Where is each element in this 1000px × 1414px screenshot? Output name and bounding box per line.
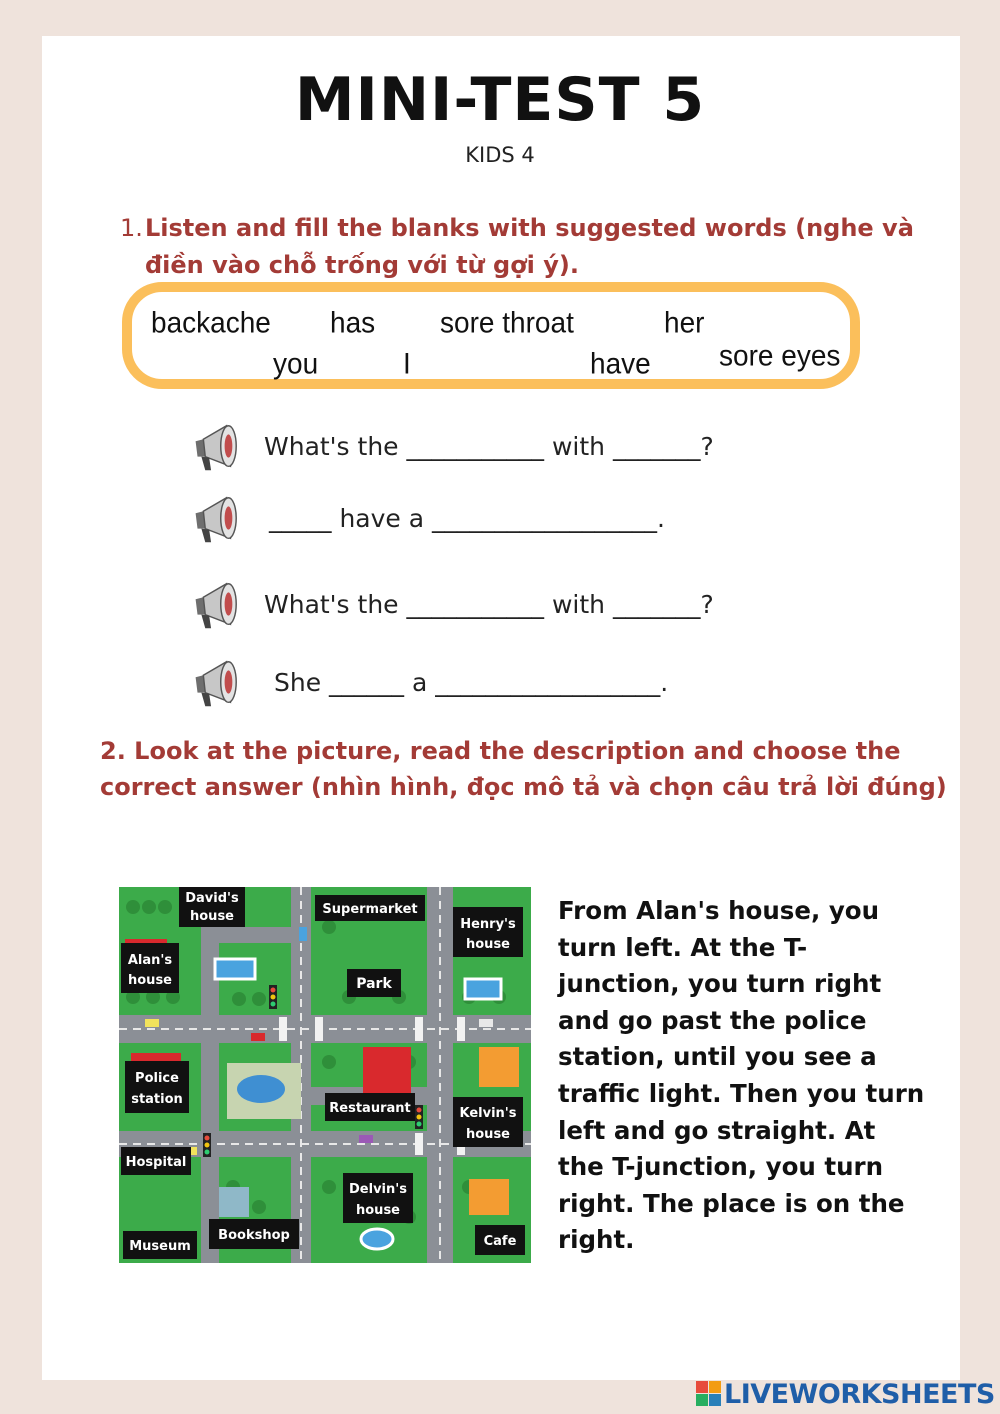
map-label-restaurant[interactable] — [325, 1093, 415, 1121]
svg-text:house: house — [128, 973, 172, 988]
svg-text:Park: Park — [356, 976, 392, 992]
svg-text:house: house — [190, 909, 234, 924]
svg-text:Supermarket: Supermarket — [322, 902, 418, 917]
route-description: From Alan's house, you turn left. At the T-junction, you turn right and go past the police station, until you see a traffic light. Then you turn left and go straight. At the T-junction, you turn right. The place is on the right. — [558, 896, 925, 1255]
svg-text:house: house — [356, 1203, 400, 1218]
svg-text:Police: Police — [135, 1071, 179, 1086]
liveworksheets-logo — [696, 1376, 995, 1412]
map-label-kelvins-house[interactable] — [453, 1097, 523, 1147]
word-bank-item[interactable]: have — [590, 347, 651, 380]
svg-text:Kelvin's: Kelvin's — [459, 1106, 517, 1121]
svg-text:Bookshop: Bookshop — [218, 1228, 290, 1243]
page-title: MINI-TEST 5 — [294, 65, 706, 135]
word-bank-item[interactable]: you — [273, 347, 319, 380]
map-label-museum[interactable] — [123, 1231, 197, 1259]
map-label-park[interactable] — [347, 969, 401, 997]
svg-text:Museum: Museum — [129, 1239, 191, 1254]
sentence-row — [184, 654, 784, 718]
word-bank-item[interactable]: sore throat — [440, 306, 574, 339]
svg-text:Hospital: Hospital — [125, 1155, 187, 1170]
map-label-hospital[interactable] — [121, 1147, 191, 1175]
map-label-bookshop[interactable] — [209, 1219, 299, 1249]
question-2-instruction: 2. Look at the picture, read the description and choose the correct answer (nhìn hình, đọc mô tả và chọn câu trả lời đúng) — [100, 737, 947, 801]
sentence-text[interactable]: What's the ___________ with _______? — [264, 590, 714, 619]
svg-text:Alan's: Alan's — [127, 953, 173, 968]
svg-text:Cafe: Cafe — [483, 1234, 517, 1249]
megaphone-icon[interactable] — [184, 576, 242, 634]
map-label-supermarket[interactable] — [315, 895, 425, 921]
svg-text:David's: David's — [185, 891, 239, 906]
map-label-cafe[interactable] — [475, 1225, 525, 1255]
sentence-row — [184, 576, 784, 640]
sentence-row — [184, 490, 784, 554]
sentence-text[interactable]: _____ have a __________________. — [269, 504, 665, 533]
question-1-number: 1. — [120, 214, 143, 242]
map-label-delvins-house[interactable] — [343, 1173, 413, 1223]
megaphone-icon[interactable] — [184, 490, 242, 548]
megaphone-icon[interactable] — [184, 418, 242, 476]
svg-text:house: house — [466, 1127, 510, 1142]
city-map — [119, 887, 531, 1263]
page-subtitle: KIDS 4 — [465, 143, 535, 167]
sentence-text[interactable]: She ______ a __________________. — [274, 668, 669, 697]
svg-text:Henry's: Henry's — [460, 917, 516, 932]
word-bank-item[interactable]: her — [664, 306, 705, 339]
word-bank-item[interactable]: sore eyes — [719, 339, 841, 372]
map-label-henrys-house[interactable] — [453, 907, 523, 957]
svg-text:Delvin's: Delvin's — [349, 1182, 407, 1197]
svg-text:Restaurant: Restaurant — [329, 1101, 411, 1116]
liveworksheets-badge-icon — [696, 1381, 722, 1407]
map-label-davids-house[interactable] — [179, 887, 245, 927]
svg-text:station: station — [131, 1092, 183, 1107]
svg-text:house: house — [466, 937, 510, 952]
map-label-alans-house[interactable] — [121, 943, 179, 993]
word-bank-item[interactable]: I — [403, 347, 411, 380]
megaphone-icon[interactable] — [184, 654, 242, 712]
sentence-text[interactable]: What's the ___________ with _______? — [264, 432, 714, 461]
sentence-row — [184, 418, 784, 482]
word-bank-item[interactable]: has — [330, 306, 376, 339]
question-1-instruction: Listen and fill the blanks with suggested words (nghe và điền vào chỗ trống với từ gợi ý). — [145, 214, 914, 279]
map-label-police-station[interactable] — [125, 1061, 189, 1113]
brand-name: LIVEWORKSHEETS — [724, 1378, 995, 1410]
word-bank-item[interactable]: backache — [151, 306, 271, 339]
